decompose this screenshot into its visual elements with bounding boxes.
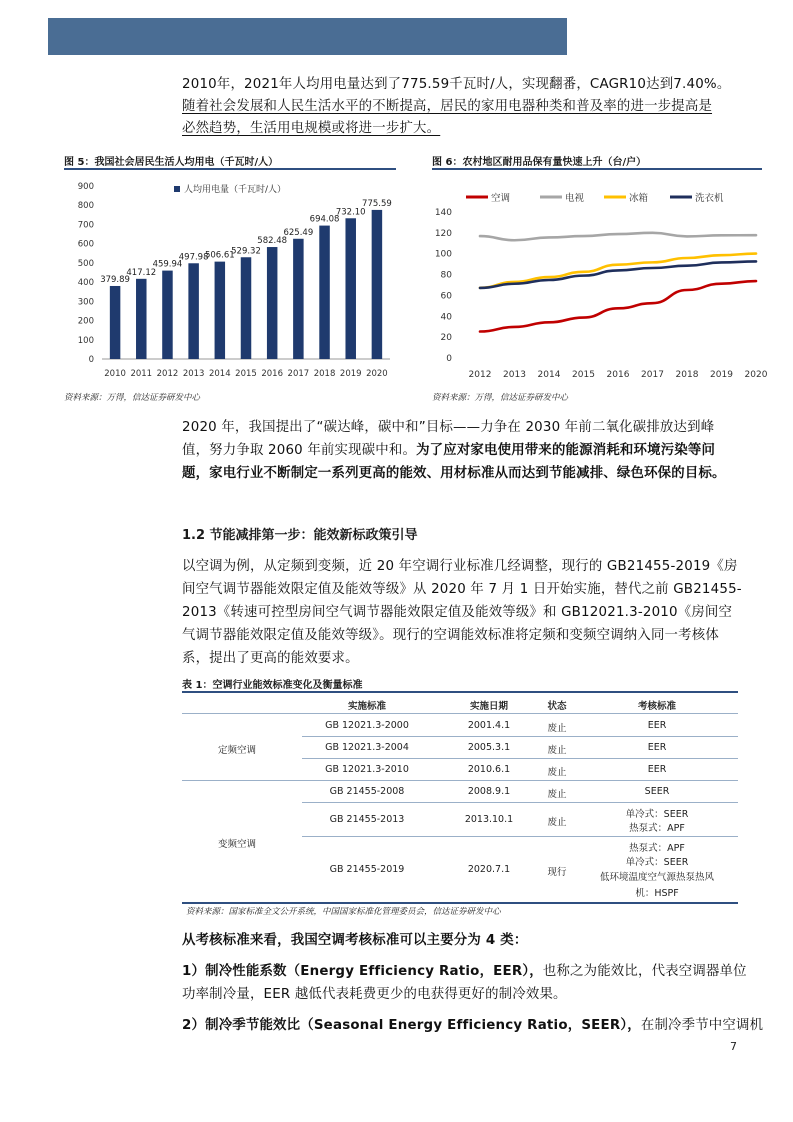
y-tick-label: 400 [77, 278, 94, 289]
table-cell-criteria: SEER [644, 786, 670, 797]
table-cell-standard: GB 12021.3-2004 [325, 742, 409, 753]
y-tick-label: 0 [446, 354, 452, 364]
table-cell-standard: GB 21455-2008 [329, 786, 405, 797]
y-tick-label: 600 [77, 239, 94, 250]
fig6-title: 图 6：农村地区耐用品保有量快速上升（台/户） [432, 157, 647, 168]
table-row-rule [302, 758, 738, 759]
table-row-rule [302, 736, 738, 737]
bar-value-label: 775.59 [362, 198, 392, 209]
table-cell-status: 废止 [547, 789, 567, 800]
y-tick-label: 140 [434, 208, 452, 218]
item1-line-2: 功率制冷量，EER 越低代表耗费更少的电获得更好的制冷效果。 [182, 987, 567, 1002]
x-tick-label: 2018 [675, 370, 699, 380]
bar [136, 279, 147, 359]
y-tick-label: 200 [77, 316, 94, 327]
x-tick-label: 2017 [641, 370, 664, 380]
table-cell-status: 现行 [547, 867, 567, 878]
bar-value-label: 417.12 [126, 267, 157, 278]
table-header-status: 状态 [547, 701, 567, 712]
item2-bold: 2）制冷季节能效比（Seasonal Energy Efficiency Ratio，SEER）， [182, 1018, 641, 1033]
table-group-rule [182, 780, 738, 781]
table-cell-criteria: 低环境温度空气源热泵热风 [599, 872, 714, 883]
para3-line-2: 间空气调节器能效限定值及能效等级》从 2020 年 7 月 1 日开始实施，替代之前 GB21455- [182, 582, 742, 597]
table-cell-standard: GB 21455-2013 [329, 814, 405, 825]
bar-value-label: 459.94 [152, 259, 183, 270]
bar [372, 210, 383, 359]
x-tick-label: 2019 [710, 370, 733, 380]
standards-table [182, 694, 738, 906]
intro-line-2: 随着社会发展和人民生活水平的不断提高，居民的家用电器种类和普及率的进一步提高是 [182, 99, 713, 114]
para2-line-2-bold: 为了应对家电使用带来的能源消耗和环境污染等问 [416, 443, 716, 458]
y-tick-label: 20 [440, 333, 452, 344]
para3-line-3: 2013《转速可控型房间空气调节器能效限定值及能效等级》和 GB12021.3-2010《房间空 [182, 605, 733, 620]
table-cell-criteria: 单冷式：SEER [625, 809, 689, 820]
bar-value-label: 582.48 [257, 236, 288, 247]
table-cell-date: 2013.10.1 [464, 814, 514, 825]
y-tick-label: 80 [440, 270, 452, 281]
table-cell-standard: GB 12021.3-2000 [325, 720, 409, 731]
item1-rest: 也称之为能效比，代表空调器单位 [542, 964, 747, 979]
y-tick-label: 60 [440, 291, 452, 302]
table-cell-standard: GB 21455-2019 [329, 864, 405, 875]
bar [345, 218, 356, 359]
series-line-电视 [480, 233, 756, 240]
table-cell-date: 2005.3.1 [467, 742, 511, 753]
table-row-rule [302, 802, 738, 803]
para3-line-4: 气调节器能效限定值及能效等级》。现行的空调能效标准将定频和变频空调纳入同一考核体 [182, 628, 719, 643]
intro-line-3: 必然趋势，生活用电规模或将进一步扩大。 [182, 121, 441, 136]
table-group-inverter: 变频空调 [217, 839, 256, 850]
y-tick-label: 900 [77, 182, 94, 192]
table-bottom-rule [182, 902, 738, 904]
table-cell-date: 2020.7.1 [467, 864, 511, 875]
item2-rest: 在制冷季节中空调机 [640, 1018, 764, 1033]
para2-line-2-normal: 值，努力争取 2060 年前实现碳中和。 [182, 443, 417, 458]
y-tick-label: 0 [88, 355, 94, 365]
table-cell-criteria: EER [647, 720, 667, 731]
table-cell-standard: GB 12021.3-2010 [325, 764, 409, 775]
table-cell-criteria: 热泵式：APF [629, 843, 685, 854]
item2-line-1 [182, 1015, 763, 1037]
bar [267, 247, 278, 359]
table-group-fixed: 定频空调 [217, 745, 256, 756]
x-tick-label: 2015 [572, 370, 595, 380]
x-tick-label: 2020 [366, 369, 388, 379]
bar-value-label: 625.49 [283, 227, 314, 238]
table-cell-date: 2008.9.1 [467, 786, 511, 797]
x-tick-label: 2015 [235, 369, 257, 379]
x-tick-label: 2013 [182, 369, 205, 379]
table-cell-criteria: EER [647, 764, 667, 775]
fig5-rule [64, 168, 396, 170]
x-tick-label: 2014 [208, 369, 231, 379]
bar-value-label: 506.61 [204, 250, 235, 261]
table-cell-status: 废止 [547, 817, 567, 828]
bar-value-label: 732.10 [335, 207, 366, 218]
section-title: 1.2 节能减排第一步：能效新标政策引导 [182, 528, 418, 543]
x-tick-label: 2017 [287, 369, 310, 379]
para2-line-3: 题，家电行业不断制定一系列更高的能效、用材标准从而达到节能减排、绿色环保的目标。 [182, 466, 726, 481]
y-tick-label: 100 [434, 249, 452, 260]
table-cell-criteria: 单冷式：SEER [625, 857, 689, 868]
table-cell-criteria: EER [647, 742, 667, 753]
legend-label: 洗衣机 [695, 193, 724, 204]
y-tick-label: 120 [434, 228, 452, 239]
bar [188, 263, 199, 359]
table-cell-criteria: 热泵式：APF [629, 823, 685, 834]
fig6-line-chart [428, 172, 768, 384]
bar-value-label: 529.32 [231, 246, 261, 257]
fig6-rule [432, 168, 762, 170]
para3-line-5: 系，提出了更高的能效要求。 [182, 651, 359, 666]
bar [162, 271, 173, 359]
table-top-rule [182, 691, 738, 693]
x-tick-label: 2013 [503, 370, 526, 380]
para2-line-1: 2020 年，我国提出了“碳达峰，碳中和”目标——力争在 2030 年前二氧化碳排放达到峰 [182, 420, 715, 435]
table-header-date: 实施日期 [469, 701, 508, 712]
para2-line-2 [182, 440, 715, 462]
table-cell-date: 2001.4.1 [467, 720, 511, 731]
table-header-criteria: 考核标准 [637, 701, 676, 712]
x-tick-label: 2014 [537, 370, 561, 380]
fig6-source: 资料来源：万得，信达证券研发中心 [432, 393, 569, 403]
y-tick-label: 800 [77, 201, 94, 212]
bar-value-label: 497.98 [178, 252, 209, 263]
bar [241, 257, 252, 359]
x-tick-label: 2012 [468, 370, 492, 380]
bar [215, 262, 226, 359]
legend-label: 冰箱 [629, 193, 649, 204]
header-bar [48, 18, 567, 55]
item1-line-1 [182, 961, 747, 983]
table-source: 资料来源：国家标准全文公开系统，中国国家标准化管理委员会，信达证券研发中心 [186, 907, 501, 917]
y-tick-label: 500 [77, 258, 94, 269]
table-row-rule [302, 836, 738, 837]
legend-label: 电视 [565, 193, 585, 204]
y-tick-label: 100 [77, 335, 94, 346]
table-cell-criteria: 机：HSPF [635, 888, 679, 899]
x-tick-label: 2019 [339, 369, 362, 379]
bar-value-label: 694.08 [309, 214, 340, 225]
y-tick-label: 40 [440, 312, 452, 323]
page-number: 7 [730, 1040, 737, 1053]
y-tick-label: 300 [77, 297, 94, 308]
legend-swatch [174, 186, 180, 192]
bar-value-label: 379.89 [100, 274, 130, 285]
x-tick-label: 2011 [130, 369, 153, 379]
x-tick-label: 2016 [606, 370, 630, 380]
x-tick-label: 2016 [261, 369, 284, 379]
intro-line-1: 2010年，2021年人均用电量达到了775.59千瓦时/人，实现翻番，CAGR10达到7.40%。 [182, 77, 731, 92]
table-cell-date: 2010.6.1 [467, 764, 511, 775]
fig5-source: 资料来源：万得，信达证券研发中心 [64, 393, 201, 403]
fig5-title: 图 5：我国社会居民生活人均用电（千瓦时/人） [64, 157, 279, 168]
x-tick-label: 2010 [104, 369, 126, 379]
table-title: 表 1：空调行业能效标准变化及衡量标准 [182, 680, 363, 691]
para4-line-1: 从考核标准来看，我国空调考核标准可以主要分为 4 类： [182, 933, 528, 948]
item1-bold: 1）制冷性能系数（Energy Efficiency Ratio，EER）， [182, 964, 543, 979]
para3-line-1: 以空调为例，从定频到变频，近 20 年空调行业标准几经调整，现行的 GB21455-2019《房 [182, 559, 738, 574]
x-tick-label: 2012 [156, 369, 179, 379]
bar [319, 226, 330, 359]
table-cell-status: 废止 [547, 745, 567, 756]
table-header-standard: 实施标准 [347, 701, 386, 712]
table-cell-status: 废止 [547, 723, 567, 734]
fig5-bar-chart [62, 172, 398, 384]
series-line-空调 [480, 281, 756, 331]
x-tick-label: 2018 [313, 369, 336, 379]
table-cell-status: 废止 [547, 767, 567, 778]
x-tick-label: 2020 [744, 370, 768, 380]
legend-label: 人均用电量（千瓦时/人） [184, 185, 287, 195]
legend-label: 空调 [491, 193, 511, 204]
y-tick-label: 700 [77, 220, 94, 231]
bar [293, 239, 304, 359]
bar [110, 286, 121, 359]
table-header-rule [182, 713, 738, 714]
